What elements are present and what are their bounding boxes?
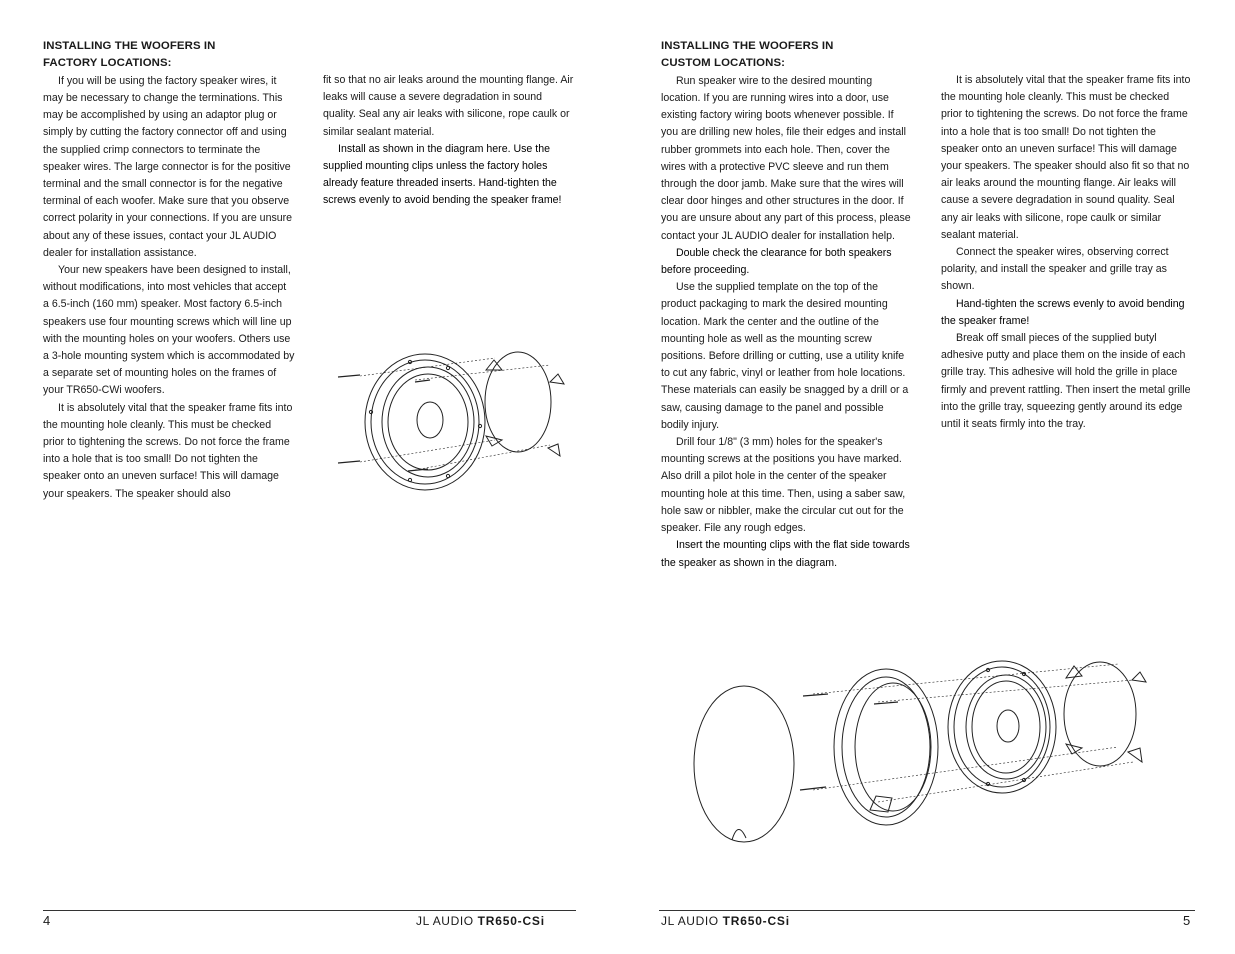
paragraph: Drill four 1/8" (3 mm) holes for the speaker's mounting screws at the positions you have marked. Also drill a pilot hole in the center of the speaker mounting hole at this time. Then, using a saber saw, hole saw or nibbler, make the circular cut out for the speaker. File any rough edges. (661, 436, 906, 535)
footer-brand: JL AUDIO (661, 914, 719, 928)
footer-title (416, 914, 545, 928)
footer-brand: JL AUDIO (416, 914, 474, 928)
paragraph: It is absolutely vital that the speaker frame fits into the mounting hole cleanly. This must be checked prior to tightening the screws. Do not force the frame into a hole that is too small! Do not tighten the speaker onto an uneven surface! This will damage your speakers. The speaker should also (43, 401, 293, 500)
left-page-column-2 (323, 72, 575, 210)
footer-rule (43, 910, 576, 911)
footer-title (661, 914, 790, 928)
left-page-column-1 (43, 38, 295, 503)
page-number: 5 (1183, 913, 1191, 928)
paragraph: Connect the speaker wires, observing correct polarity, and install the speaker and grille tray as shown. (941, 246, 1169, 293)
paragraph: It is absolutely vital that the speaker frame fits into the mounting hole cleanly. This must be checked prior to tightening the screws. Do not force the frame into a hole that is too small! Do not tighten the speaker onto an uneven surface! This will damage your speakers. The speaker should also fit so that no air leaks around the mounting flange. Air leaks will cause a severe degradation in sound quality. Seal any air leaks with silicone, rope caulk or similar sealant material. (941, 74, 1191, 241)
instruction-paragraph: Double check the clearance for both speakers before proceeding. (661, 246, 892, 277)
factory-install-diagram (330, 340, 570, 500)
instruction-paragraph: Install as shown in the diagram here. Use the supplied mounting clips unless the factory holes already feature threaded inserts. Hand-tighten the screws evenly to avoid bending the speaker frame! (323, 142, 562, 207)
paragraph: Run speaker wire to the desired mounting location. If you are running wires into a door, use existing factory wiring boots whenever possible. If you are drilling new holes, file their edges and install rubber grommets into each hole. Then, cover the wires with a protective PVC sleeve and run them through the door jamb. Make sure that the wires will clear door hinges and other structures in the door. If you are unsure about any part of this process, please contact your JL AUDIO dealer for installation help. (661, 74, 911, 242)
paragraph: Use the supplied template on the top of the product packaging to mark the desired mounting location. Mark the center and the outline of the mounting hole as well as the mounting screw positions. Before drilling or cutting, use a utility knife to cut any fabric, vinyl or leather from hole locations. These materials can easily be snagged by a drill or a saw, causing damage to the panel and possible bodily injury. (661, 281, 909, 431)
right-page-column-1 (661, 38, 911, 572)
footer-model: TR650-CSi (722, 914, 790, 928)
instruction-paragraph: Insert the mounting clips with the flat side towards the speaker as shown in the diagram. (661, 539, 910, 569)
custom-install-diagram (688, 652, 1148, 847)
page-number: 4 (43, 913, 51, 928)
section-heading-line1: INSTALLING THE WOOFERS IN (661, 40, 834, 52)
paragraph: Your new speakers have been designed to install, without modifications, into most vehicles that accept a 6.5-inch (160 mm) speaker. Most factory 6.5-inch speakers use four mounting screws which will line up with the mounting holes on your woofers. Others use a 3-hole mounting system which is accommodated by a separate set of mounting holes on the frames of your TR650-CWi woofers. (43, 264, 295, 397)
instruction-paragraph: Hand-tighten the screws evenly to avoid bending the speaker frame! (941, 297, 1185, 327)
paragraph: fit so that no air leaks around the mounting flange. Air leaks will cause a severe degradation in sound quality. Seal any air leaks with silicone, rope caulk or similar sealant material. (323, 74, 574, 138)
paragraph: If you will be using the factory speaker wires, it may be necessary to change the terminations. This may be accomplished by using an adaptor plug or simply by cutting the factory connector off and using the supplied crimp connectors to terminate the speaker wires. The large connector is for the positive terminal and the small connector is for the negative terminal of each woofer. Make sure that you observe correct polarity in your connections. If you are unsure about any of these issues, contact your JL AUDIO dealer for installation assistance. (43, 74, 293, 259)
right-page-column-2 (941, 72, 1193, 433)
section-heading-line2: CUSTOM LOCATIONS: (661, 57, 786, 70)
section-heading-line2: FACTORY LOCATIONS: (43, 57, 172, 70)
section-heading-line1: INSTALLING THE WOOFERS IN (43, 40, 216, 52)
paragraph: Break off small pieces of the supplied butyl adhesive putty and place them on the inside of each grille tray. This adhesive will hold the grille in place firmly and prevent rattling. Then insert the metal grille into the grille tray, squeezing gently around its edge until it seats firmly into the tray. (941, 332, 1191, 431)
footer-rule (659, 910, 1195, 911)
footer-model: TR650-CSi (477, 914, 545, 928)
